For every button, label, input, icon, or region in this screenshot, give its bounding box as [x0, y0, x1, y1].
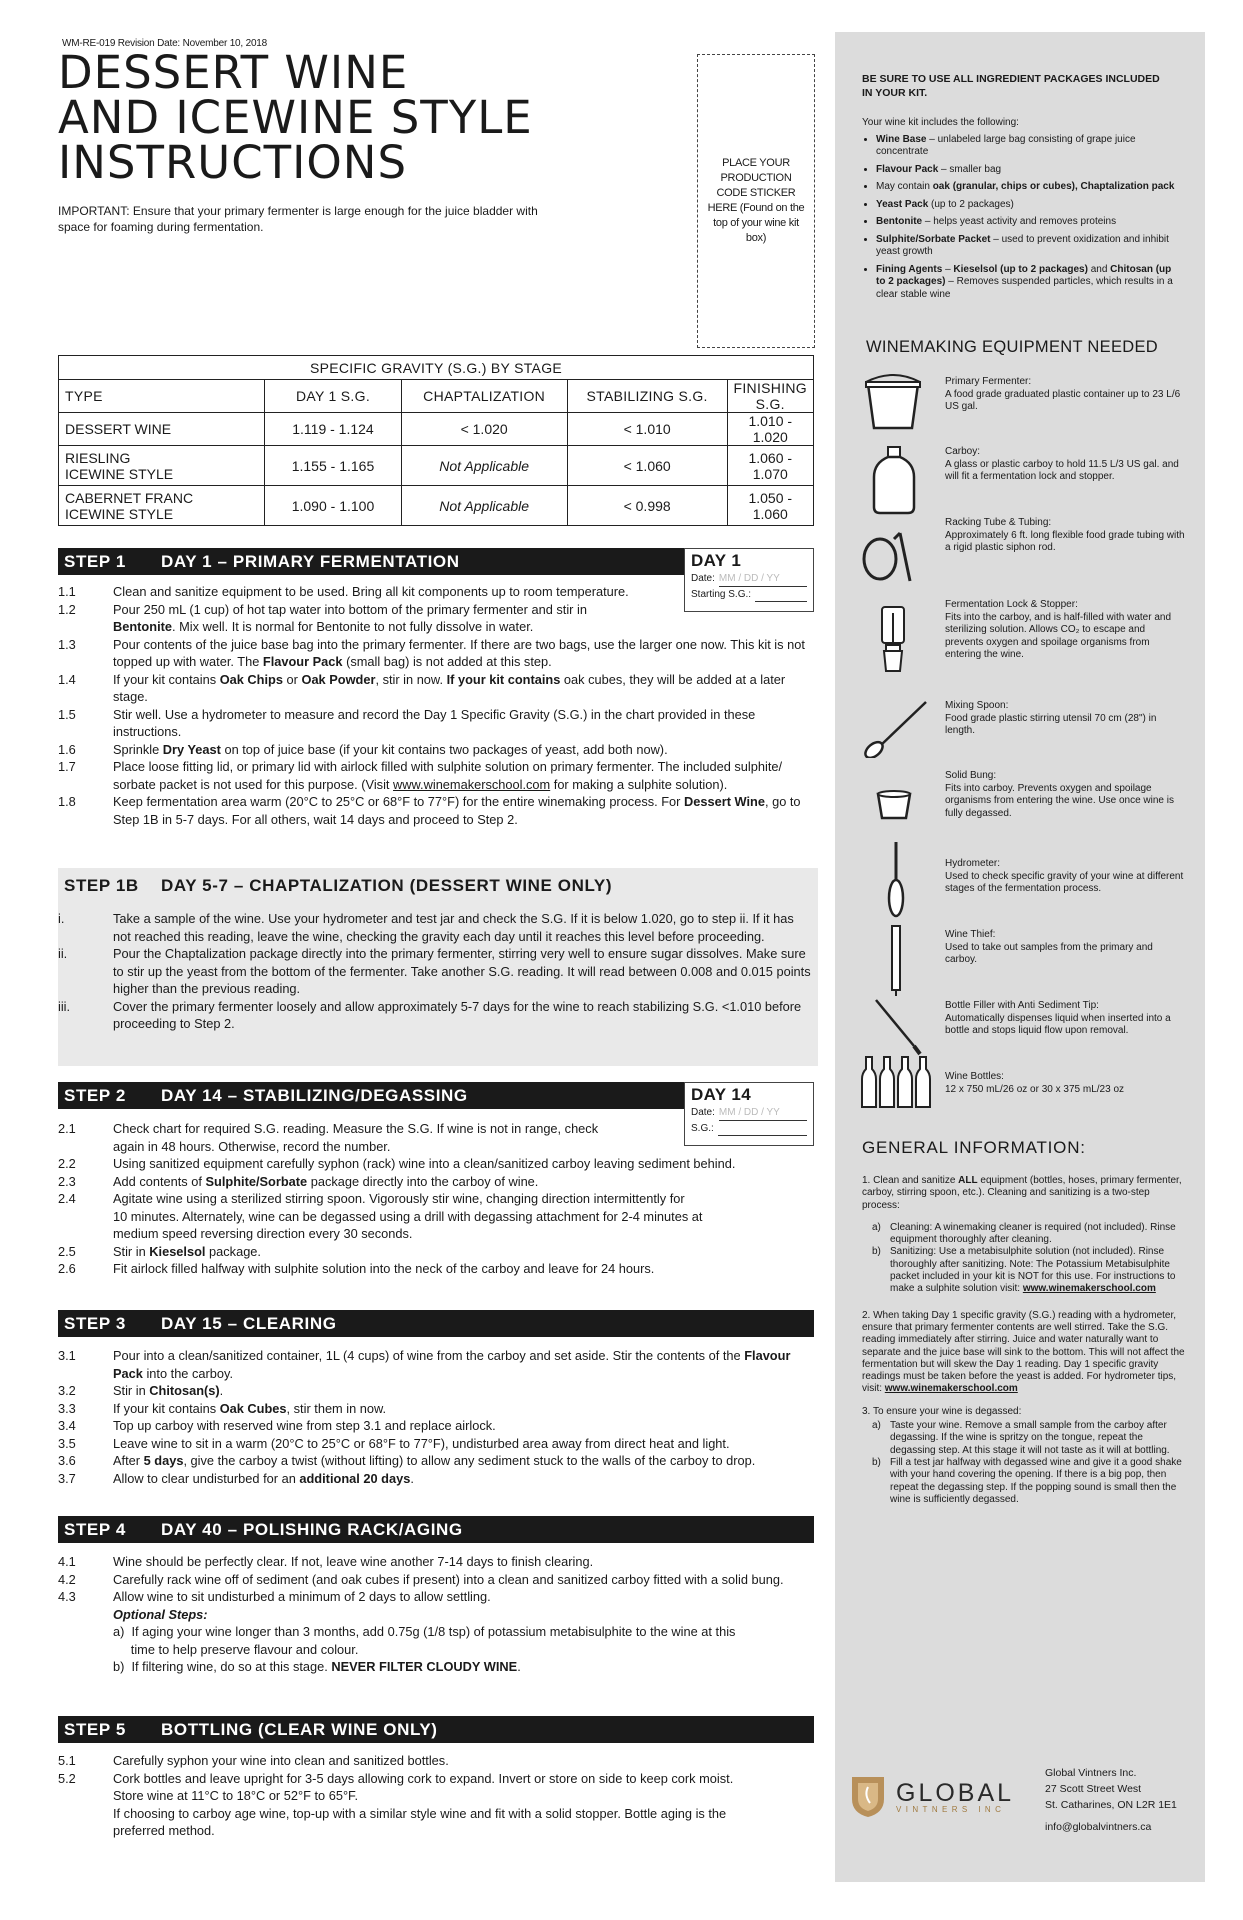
- equipment-carboy: Carboy: A glass or plastic carboy to hold 11.5 L/3 US gal. and will fit a fermentation lock and stopper.: [945, 446, 1179, 482]
- equipment-fermentation-lock: Fermentation Lock & Stopper: Fits into the carboy, and is half-filled with water and sterilizing solution. Allows CO₂ to escape and prevents oxygen and spoilage organisms from entering the wine.: [945, 599, 1172, 660]
- list-item: 3.1 Pour into a clean/sanitized container, 1L (4 cups) of wine from the carboy and set aside. Stir the contents of the Flavour Pack into the carboy.: [58, 1348, 791, 1381]
- equipment-racking-tube: Racking Tube & Tubing: Approximately 6 ft. long flexible food grade tubing with a rigid plastic siphon rod.: [945, 517, 1185, 553]
- equipment-primary-fermenter: Primary Fermenter: A food grade graduated plastic container up to 23 L/6 US gal.: [945, 376, 1181, 412]
- table-row: RIESLING ICEWINE STYLE 1.155 - 1.165 Not Applicable < 1.060 1.060 - 1.070: [59, 446, 814, 486]
- winemakerschool-link[interactable]: www.winemakerschool.com: [884, 1383, 1018, 1395]
- mixing-spoon-icon: [862, 700, 930, 758]
- list-item: • Sulphite/Sorbate Packet – used to prevent oxidization and inhibit yeast growth: [876, 234, 1182, 259]
- step-5-header: STEP 5 BOTTLING (CLEAR WINE ONLY): [58, 1716, 814, 1743]
- equipment-solid-bung: Solid Bung: Fits into carboy. Prevents oxygen and spoilage organisms from entering the wine. Use once wine is fully degassed.: [945, 770, 1174, 819]
- list-item: 5.1 Carefully syphon your wine into clean and sanitized bottles.: [58, 1753, 449, 1768]
- table-header: STABILIZING S.G.: [567, 380, 727, 413]
- racking-tube-icon: [858, 525, 926, 585]
- table-header: DAY 1 S.G.: [265, 380, 401, 413]
- fermentation-lock-icon: [874, 603, 914, 675]
- list-item: 3.2 Stir in Chitosan(s).: [58, 1383, 224, 1398]
- list-item: 4.1 Wine should be perfectly clear. If not, leave wine another 7-14 days to finish clearing.: [58, 1554, 594, 1569]
- day-14-date-field[interactable]: MM / DD / YY: [719, 1105, 807, 1121]
- solid-bung-icon: [876, 790, 912, 820]
- equipment-wine-bottles: Wine Bottles: 12 x 750 mL/26 oz or 30 x 375 mL/23 oz: [945, 1071, 1124, 1095]
- winemakerschool-link[interactable]: www.winemakerschool.com: [1022, 1283, 1156, 1295]
- specific-gravity-table: [58, 355, 814, 526]
- production-code-sticker-area: PLACE YOUR PRODUCTION CODE STICKER HERE (Found on the top of your wine kit box): [697, 54, 815, 348]
- kit-includes: Your wine kit includes the following: • Wine Base – unlabeled large bag consisting of grape juice concentrate • Flavour Pack – smaller bag • May contain oak (granular, chips or cubes), Chaptalization pack • Yeast Pack (up to 2 packages) • Bentonite – helps yeast activity and removes proteins • Sulphite/Sorbate Packet – used to prevent oxidization and inhibit yeast growth • Fining Agents – Kieselsol (up to 2 packages) and Chitosan (up to 2 packages) – Removes suspended particles, which results in a clear stable wine: [862, 117, 1182, 306]
- list-item: 2.3 Add contents of Sulphite/Sorbate package directly into the carboy of wine.: [58, 1173, 539, 1189]
- list-item: 2.4 Agitate wine using a sterilized stirring spoon. Vigorously stir wine, changing direction intermittently for 10 minutes. Alternately, wine can be degassed using a drill with degassing attachment for 2-4 minutes at medium speed reversing direction every 30 seconds.: [58, 1191, 703, 1241]
- day-1-record-box: DAY 1 Date: MM / DD / YY Starting S.G.:: [684, 548, 814, 612]
- equipment-title: WINEMAKING EQUIPMENT NEEDED: [866, 338, 1158, 356]
- step-4-instructions: [58, 1553, 818, 1676]
- day-1-date-field[interactable]: MM / DD / YY: [719, 571, 807, 587]
- list-item: i. Take a sample of the wine. Use your hydrometer and test jar and check the S.G. If it is below 1.020, go to step ii. If it has not reached this reading, leave the wine, checking the gravity each day until it reaches this level before proceeding.: [58, 911, 794, 944]
- list-item: 1.5 Stir well. Use a hydrometer to measure and record the Day 1 Specific Gravity (S.G.) in the chart provided in these instructions.: [58, 706, 756, 739]
- general-info-title: GENERAL INFORMATION:: [862, 1138, 1086, 1157]
- day-14-record-box: DAY 14 Date: MM / DD / YY S.G.:: [684, 1082, 814, 1146]
- step-1-instructions: [58, 583, 813, 828]
- general-info-body: 1. Clean and sanitize ALL equipment (bottles, hoses, primary fermenter, carboy, stirring spoon, etc.). Cleaning and sanitizing is a two-step process: a) Cleaning: A winemaking cleaner is required (not included). Rinse equipment thoroughly after cleaning. b) Sanitizing: Use a metabisulphite solution (not included). Rinse thoroughly after sanitizing. Note: The Potassium Metabisulphite packet included in your kit is NOT for this use. For instructions to make a sulphite solution visit: www.winemakerschool.com 2. When taking Day 1 specific gravity (S.G.) reading with a hydrometer, ensure that primary fermenter contents are well stirred. Take the S.G. reading immediately after stirring. Juice and water naturally want to separate and the juice base will sink to the bottom. This will not affect the fermentation but will skew the Day 1 reading. Day 1 specific gravity readings must be taken before the yeast is added. For hydrometer tips, visit: www.winemakerschool.com 3. To ensure your wine is degassed: a) Taste your wine. Remove a small sample from the carboy after degassing. If the wine is spritzy on the tongue, repeat the degassing step. At this stage it will not taste as it will at bottling. b) Fill a test jar halfway with degassed wine and give it a good shake with your hand covering the opening. If there is a big pop, then repeat the degassing step. If the popping sound is small then the wine is sufficiently degassed.: [862, 1175, 1185, 1505]
- list-item: 3.4 Top up carboy with reserved wine from step 3.1 and replace airlock.: [58, 1418, 496, 1433]
- equipment-wine-thief: Wine Thief: Used to take out samples from the primary and carboy.: [945, 929, 1153, 965]
- wine-bottles-icon: [860, 1055, 934, 1109]
- list-item: • Yeast Pack (up to 2 packages): [876, 199, 1182, 212]
- list-item: 1.1 Clean and sanitize equipment to be used. Bring all kit components up to room temperature.: [58, 584, 629, 599]
- list-item: 2.1 Check chart for required S.G. reading. Measure the S.G. If wine is not in range, check again in 48 hours. Otherwise, record the number.: [58, 1121, 599, 1154]
- grape-shield-icon: [848, 1775, 888, 1819]
- table-row: CABERNET FRANC ICEWINE STYLE 1.090 - 1.100 Not Applicable < 0.998 1.050 - 1.060: [59, 486, 814, 526]
- list-item: • Fining Agents – Kieselsol (up to 2 packages) and Chitosan (up to 2 packages) – Removes suspended particles, which results in a clear stable wine: [876, 264, 1182, 302]
- step-5-instructions: [58, 1752, 818, 1840]
- table-header: FINISHING S.G.: [727, 380, 813, 413]
- list-item: 4.2 Carefully rack wine off of sediment (and oak cubes if present) into a clean and sanitized carboy fitted with a solid bung.: [58, 1571, 784, 1587]
- list-item: 1.7 Place loose fitting lid, or primary lid with airlock filled with sulphite solution on primary fermenter. The included sulphite/ sorbate packet is not used for this purpose. (Visit www.winemakerschool.com for making a sulphite solution).: [58, 759, 783, 792]
- page-title: DESSERT WINE AND ICEWINE STYLE INSTRUCTIONS: [58, 46, 533, 189]
- table-header: CHAPTALIZATION: [401, 380, 567, 413]
- list-item: • Flavour Pack – smaller bag: [876, 164, 1182, 177]
- carboy-icon: [872, 445, 916, 515]
- wine-thief-icon: [888, 924, 904, 998]
- list-item: 1.3 Pour contents of the juice base bag into the primary fermenter. If there are two bags, use the larger one now. This kit is not topped up with water. The Flavour Pack (small bag) is not added at this step.: [58, 636, 805, 669]
- equipment-mixing-spoon: Mixing Spoon: Food grade plastic stirring utensil 70 cm (28") in length.: [945, 700, 1157, 736]
- list-item: 3.6 After 5 days, give the carboy a twist (without lifting) to allow any sediment stuck to the walls of the carboy to drop.: [58, 1453, 756, 1468]
- list-item: 1.6 Sprinkle Dry Yeast on top of juice base (if your kit contains two packages of yeast, add both now).: [58, 741, 668, 757]
- list-item: 4.3 Allow wine to sit undisturbed a minimum of 2 days to allow settling. Optional Steps: a) If aging your wine longer than 3 months, add 0.75g (1/8 tsp) of potassium metabisulphite to the wine at this time to help preserve flavour and colour. b) If filtering wine, do so at this stage. NEVER FILTER CLOUDY WINE.: [58, 1589, 736, 1674]
- list-item: • May contain oak (granular, chips or cubes), Chaptalization pack: [876, 181, 1182, 194]
- step-2-header: STEP 2 DAY 14 – STABILIZING/DEGASSING: [58, 1082, 684, 1109]
- global-vintners-logo: GLOBAL VINTNERS INC: [848, 1775, 1014, 1819]
- list-item: 2.5 Stir in Kieselsol package.: [58, 1243, 261, 1259]
- equipment-hydrometer: Hydrometer: Used to check specific gravity of your wine at different stages of the fermentation process.: [945, 858, 1184, 894]
- step-1b-header: STEP 1B DAY 5-7 – CHAPTALIZATION (DESSERT WINE ONLY): [64, 876, 613, 895]
- step-1-header: STEP 1 DAY 1 – PRIMARY FERMENTATION: [58, 548, 684, 575]
- list-item: 1.2 Pour 250 mL (1 cup) of hot tap water into bottom of the primary fermenter and stir in Bentonite. Mix well. It is normal for Bentonite to not fully dissolve in water.: [58, 601, 587, 634]
- list-item: 2.2 Using sanitized equipment carefully syphon (rack) wine into a clean/sanitized carboy leaving sediment behind.: [58, 1156, 736, 1171]
- equipment-bottle-filler: Bottle Filler with Anti Sediment Tip: Automatically dispenses liquid when inserted into a bottle and stops liquid flow upon removal.: [945, 1000, 1171, 1036]
- email-link[interactable]: info@globalvintners.ca: [1045, 1821, 1152, 1833]
- winemakerschool-link[interactable]: www.winemakerschool.com: [393, 776, 551, 792]
- list-item: 1.8 Keep fermentation area warm (20°C to 25°C or 68°F to 77°F) for the entire winemaking process. For Dessert Wine, go to Step 1B in 5-7 days. For all others, wait 14 days and proceed to Step 2.: [58, 794, 801, 827]
- step-4-header: STEP 4 DAY 40 – POLISHING RACK/AGING: [58, 1516, 814, 1543]
- list-item: 5.2 Cork bottles and leave upright for 3-5 days allowing cork to expand. Invert or store on side to keep cork moist. Store wine at 11°C to 18°C or 52°F to 65°F. If choosing to carboy age wine, top-up with a similar style wine and fit with a solid stopper. Bottle aging is the preferred method.: [58, 1770, 734, 1838]
- list-item: ii. Pour the Chaptalization package directly into the primary fermenter, stirring very well to ensure sugar dissolves. Make sure to stir up the yeast from the bottom of the fermenter. Take another S.G. reading. It will read between 0.008 and 0.015 points higher than the previous reading.: [58, 946, 811, 996]
- hydrometer-icon: [886, 840, 906, 920]
- important-note: IMPORTANT: Ensure that your primary fermenter is large enough for the juice bladder with space for foaming during fermentation.: [58, 204, 538, 234]
- list-item: 3.7 Allow to clear undisturbed for an additional 20 days.: [58, 1470, 414, 1486]
- bottle-filler-icon: [872, 998, 922, 1056]
- list-item: iii. Cover the primary fermenter loosely and allow approximately 5-7 days for the wine to reach stabilizing S.G. <1.010 before proceeding to Step 2.: [58, 998, 802, 1031]
- step-3-header: STEP 3 DAY 15 – CLEARING: [58, 1310, 814, 1337]
- ingredient-notice: BE SURE TO USE ALL INGREDIENT PACKAGES INCLUDED IN YOUR KIT.: [862, 73, 1160, 99]
- list-item: 3.5 Leave wine to sit in a warm (20°C to 25°C or 68°F to 77°F), undisturbed area away from direct heat and light.: [58, 1435, 730, 1451]
- list-item: 3.3 If your kit contains Oak Cubes, stir them in now.: [58, 1400, 387, 1416]
- list-item: • Bentonite – helps yeast activity and removes proteins: [876, 216, 1182, 229]
- table-caption: SPECIFIC GRAVITY (S.G.) BY STAGE: [59, 356, 814, 380]
- step-1b-instructions: [58, 910, 813, 1033]
- step-2-instructions: [58, 1120, 818, 1278]
- list-item: • Wine Base – unlabeled large bag consisting of grape juice concentrate: [876, 134, 1182, 159]
- company-address: Global Vintners Inc. 27 Scott Street West St. Catharines, ON L2R 1E1 info@globalvintners.ca: [1045, 1767, 1177, 1833]
- bucket-icon: [862, 374, 924, 432]
- table-row: DESSERT WINE 1.119 - 1.124 < 1.020 < 1.010 1.010 - 1.020: [59, 413, 814, 446]
- step-3-instructions: [58, 1347, 818, 1487]
- table-header: TYPE: [59, 380, 265, 413]
- revision-date: WM-RE-019 Revision Date: November 10, 2018: [62, 38, 268, 49]
- list-item: 1.4 If your kit contains Oak Chips or Oak Powder, stir in now. If your kit contains oak cubes, they will be added at a later stage.: [58, 671, 786, 704]
- list-item: 2.6 Fit airlock filled halfway with sulphite solution into the neck of the carboy and leave for 24 hours.: [58, 1261, 655, 1276]
